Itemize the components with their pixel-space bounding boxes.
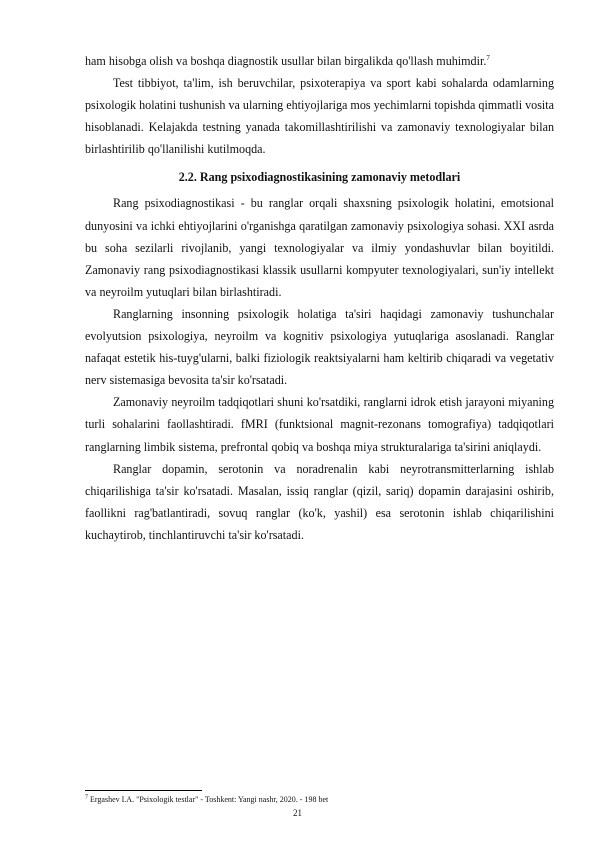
- footnote-divider: [85, 790, 202, 791]
- paragraph: Rang psixodiagnostikasi - bu ranglar orqali shaxsning psixologik holatini, emotsional dunyosini va ichki ehtiyojlarini o'rganishga qaratilgan zamonaviy psixologiya sohasi. XXI asrda bu soha sezilarli rivojlanib, yangi texnologiyalar va ilmiy yondashuvlar bilan boyitildi. Zamonaviy rang psixodiagnostikasi klassik usullarni kompyuter texnologiyalari, sun'iy intellekt va neyroilm yutuqlari bilan birlashtiradi.: [85, 196, 554, 299]
- footnote-reference: 7: [486, 53, 490, 62]
- paragraph: Ranglarning insonning psixologik holatiga ta'siri haqidagi zamonaviy tushunchalar evolyutsion psixologiya, neyroilm va kognitiv psixologiya yutuqlariga asoslanadi. Ranglar nafaqat estetik his-tuyg'ularni, balki fiziologik reaktsiyalarni ham keltirib chiqaradi va vegetativ nerv sistemasiga bevosita ta'sir ko'rsatadi.: [85, 306, 554, 388]
- paragraph: Ranglar dopamin, serotonin va noradrenalin kabi neyrotransmitterlarning ishlab chiqarilishiga ta'sir ko'rsatadi. Masalan, issiq ranglar (qizil, sariq) dopamin darajasini oshirib, faollikni rag'batlantiradi, sovuq ranglar (ko'k, yashil) esa serotonin ishlab chiqarilishini kuchaytirob, tinchlantiruvchi ta'sir ko'rsatadi.: [85, 461, 554, 542]
- paragraph-continuation: ham hisobga olish va boshqa diagnostik usullar bilan birgalikda qo'llash muhimdir.$^7$: [85, 53, 490, 68]
- paragraph: Test tibbiyot, ta'lim, ish beruvchilar, psixoterapiya va sport kabi sohalarda odamlarning psixologik holatini tushunish va ularning ehtiyojlariga mos yechimlarni topishda qimmatli vosita hisoblanadi. Kelajakda testning yanada takomillashtirilishi va zamonaviy texnologiyalar bilan birlashtirilib qo'llanilishi kutilmoqda.: [85, 76, 554, 157]
- paragraph: Zamonaviy neyroilm tadqiqotlari shuni ko'rsatdiki, ranglarni idrok etish jarayoni miyaning turli sohalarini faollashtiradi. fMRI (funktsional magnit-rezonans tomografiya) tadqiqotlari ranglarning limbik sistema, prefrontal qobiq va boshqa miya strukturalariga ta'sirini aniqlaydi.: [85, 395, 554, 454]
- page-number: 21: [293, 808, 302, 818]
- footnote-number: 7: [85, 794, 88, 801]
- footnote-text: Ergashev I.A. "Psixologik testlar" - Toshkent: Yangi nashr, 2020. - 198 bet: [90, 795, 329, 804]
- footnote: [85, 795, 554, 805]
- body-text: [85, 50, 554, 546]
- section-heading: 2.2. Rang psixodiagnostikasining zamonaviy metodlari: [178, 170, 461, 185]
